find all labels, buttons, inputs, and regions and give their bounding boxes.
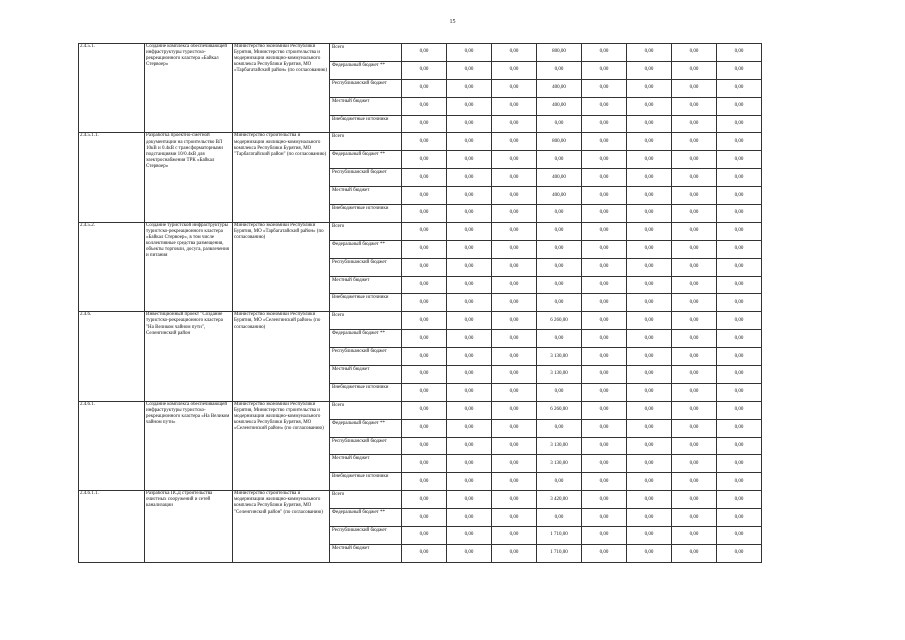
amount-cell: 0,00	[537, 205, 582, 223]
amount-cell: 0,00	[492, 133, 537, 151]
page-number: 15	[449, 19, 456, 25]
amount-cell: 0,00	[402, 366, 447, 384]
amount-cell: 0,00	[402, 383, 447, 401]
funding-source: Федеральный бюджет **	[330, 61, 402, 79]
amount-cell: 0,00	[672, 383, 717, 401]
funding-source: Всего	[330, 44, 402, 62]
amount-cell: 0,00	[672, 473, 717, 491]
amount-cell: 0,00	[582, 312, 627, 330]
amount-cell: 0,00	[402, 133, 447, 151]
amount-cell: 0,00	[672, 44, 717, 62]
amount-cell: 0,00	[492, 527, 537, 545]
amount-cell: 0,00	[717, 348, 762, 366]
amount-cell: 0,00	[582, 97, 627, 115]
amount-cell: 0,00	[627, 276, 672, 294]
amount-cell: 0,00	[447, 240, 492, 258]
amount-cell: 0,00	[537, 330, 582, 348]
amount-cell: 0,00	[627, 383, 672, 401]
amount-cell: 0,00	[582, 455, 627, 473]
amount-cell: 0,00	[582, 169, 627, 187]
amount-cell: 0,00	[492, 473, 537, 491]
amount-cell: 400,00	[537, 97, 582, 115]
item-code: 2.4.5.1.	[79, 44, 145, 133]
amount-cell: 0,00	[447, 222, 492, 240]
amount-cell: 0,00	[447, 44, 492, 62]
table-body	[79, 44, 762, 563]
amount-cell: 0,00	[447, 79, 492, 97]
amount-cell: 0,00	[492, 79, 537, 97]
amount-cell: 0,00	[447, 437, 492, 455]
funding-source: Всего	[330, 133, 402, 151]
amount-cell: 0,00	[672, 401, 717, 419]
amount-cell: 0,00	[582, 61, 627, 79]
funding-source: Всего	[330, 491, 402, 509]
amount-cell: 0,00	[402, 187, 447, 205]
amount-cell: 0,00	[402, 151, 447, 169]
amount-cell: 0,00	[582, 240, 627, 258]
item-code: 2.4.6.1.	[79, 401, 145, 490]
amount-cell: 0,00	[582, 276, 627, 294]
amount-cell: 0,00	[447, 312, 492, 330]
item-name: Создание комплекса обеспечивающей инфраструктуры туристско-рекреационного кластера «Байкал Стервоер»	[145, 44, 233, 133]
amount-cell: 0,00	[627, 330, 672, 348]
funding-source: Внебюджетные источники	[330, 205, 402, 223]
amount-cell: 0,00	[402, 115, 447, 133]
funding-source: Республиканский бюджет	[330, 437, 402, 455]
funding-source: Республиканский бюджет	[330, 258, 402, 276]
amount-cell: 0,00	[447, 169, 492, 187]
amount-cell: 800,00	[537, 44, 582, 62]
amount-cell: 0,00	[537, 61, 582, 79]
amount-cell: 1 710,00	[537, 544, 582, 562]
amount-cell: 0,00	[627, 44, 672, 62]
amount-cell: 0,00	[627, 151, 672, 169]
amount-cell: 0,00	[492, 312, 537, 330]
amount-cell: 0,00	[672, 491, 717, 509]
amount-cell: 0,00	[672, 437, 717, 455]
amount-cell: 0,00	[582, 258, 627, 276]
amount-cell: 0,00	[717, 276, 762, 294]
amount-cell: 0,00	[492, 294, 537, 312]
amount-cell: 0,00	[582, 544, 627, 562]
item-name: Разработка ПСД строительства очистных сооружений и сетей канализации	[145, 491, 233, 563]
amount-cell: 0,00	[672, 258, 717, 276]
amount-cell: 0,00	[627, 437, 672, 455]
amount-cell: 0,00	[582, 133, 627, 151]
amount-cell: 0,00	[447, 383, 492, 401]
amount-cell: 0,00	[402, 330, 447, 348]
funding-source: Федеральный бюджет **	[330, 240, 402, 258]
amount-cell: 0,00	[492, 383, 537, 401]
funding-source: Всего	[330, 222, 402, 240]
amount-cell: 0,00	[717, 97, 762, 115]
amount-cell: 3 130,00	[537, 437, 582, 455]
amount-cell: 400,00	[537, 187, 582, 205]
amount-cell: 0,00	[672, 527, 717, 545]
amount-cell: 0,00	[627, 187, 672, 205]
amount-cell: 0,00	[582, 294, 627, 312]
funding-source: Местный бюджет	[330, 366, 402, 384]
amount-cell: 0,00	[492, 509, 537, 527]
amount-cell: 0,00	[492, 544, 537, 562]
item-code: 2.4.6.	[79, 312, 145, 401]
amount-cell: 0,00	[402, 419, 447, 437]
amount-cell: 0,00	[402, 348, 447, 366]
amount-cell: 0,00	[492, 330, 537, 348]
funding-source: Федеральный бюджет **	[330, 330, 402, 348]
funding-source: Республиканский бюджет	[330, 348, 402, 366]
funding-source: Федеральный бюджет **	[330, 509, 402, 527]
amount-cell: 0,00	[717, 258, 762, 276]
amount-cell: 0,00	[672, 240, 717, 258]
amount-cell: 0,00	[717, 527, 762, 545]
amount-cell: 0,00	[447, 133, 492, 151]
amount-cell: 0,00	[447, 473, 492, 491]
amount-cell: 0,00	[537, 151, 582, 169]
amount-cell: 0,00	[672, 205, 717, 223]
amount-cell: 0,00	[492, 240, 537, 258]
amount-cell: 0,00	[627, 509, 672, 527]
amount-cell: 0,00	[402, 44, 447, 62]
item-executor: Министерство экономики Республики Бурятия, МО «Тарбагатайский район» (по согласованию)	[233, 222, 330, 311]
amount-cell: 0,00	[492, 455, 537, 473]
amount-cell: 0,00	[402, 79, 447, 97]
amount-cell: 0,00	[672, 348, 717, 366]
funding-source: Республиканский бюджет	[330, 169, 402, 187]
amount-cell: 0,00	[582, 348, 627, 366]
amount-cell: 0,00	[402, 276, 447, 294]
amount-cell: 0,00	[672, 222, 717, 240]
item-code: 2.4.5.1.1.	[79, 133, 145, 222]
amount-cell: 0,00	[402, 97, 447, 115]
amount-cell: 0,00	[627, 133, 672, 151]
amount-cell: 0,00	[447, 527, 492, 545]
amount-cell: 0,00	[447, 97, 492, 115]
item-code: 2.4.6.1.1.	[79, 491, 145, 563]
item-name: Создание комплекса обеспечивающей инфраструктуры туристско-рекреационного кластера «На Великом чайном пути»	[145, 401, 233, 490]
amount-cell: 400,00	[537, 79, 582, 97]
amount-cell: 0,00	[627, 348, 672, 366]
amount-cell: 0,00	[447, 294, 492, 312]
amount-cell: 0,00	[447, 61, 492, 79]
amount-cell: 400,00	[537, 169, 582, 187]
amount-cell: 0,00	[717, 222, 762, 240]
amount-cell: 0,00	[447, 509, 492, 527]
amount-cell: 0,00	[447, 419, 492, 437]
item-executor: Министерство строительства и модернизации жилищно-коммунального комплекса Республики Бурятия, МО "Селенгинский район" (по согласованию)	[233, 491, 330, 563]
amount-cell: 0,00	[717, 437, 762, 455]
amount-cell: 0,00	[492, 205, 537, 223]
amount-cell: 0,00	[582, 205, 627, 223]
funding-source: Внебюджетные источники	[330, 115, 402, 133]
amount-cell: 800,00	[537, 133, 582, 151]
amount-cell: 0,00	[537, 276, 582, 294]
amount-cell: 0,00	[627, 312, 672, 330]
amount-cell: 0,00	[717, 509, 762, 527]
amount-cell: 0,00	[582, 330, 627, 348]
amount-cell: 0,00	[492, 437, 537, 455]
amount-cell: 3 130,00	[537, 366, 582, 384]
amount-cell: 0,00	[492, 258, 537, 276]
funding-source: Федеральный бюджет **	[330, 419, 402, 437]
amount-cell: 0,00	[492, 169, 537, 187]
amount-cell: 0,00	[717, 401, 762, 419]
amount-cell: 0,00	[402, 509, 447, 527]
amount-cell: 0,00	[582, 151, 627, 169]
item-name: Разработка проектно-сметной документации на строительство ВЛ 10кВ и 0.4кВ с трансформаторными подстанциями 10/0.4кВ для электроснабжения ТРК «Байкал Стервоер»	[145, 133, 233, 222]
amount-cell: 1 710,00	[537, 527, 582, 545]
amount-cell: 0,00	[492, 222, 537, 240]
funding-source: Федеральный бюджет **	[330, 151, 402, 169]
amount-cell: 0,00	[627, 240, 672, 258]
amount-cell: 0,00	[537, 115, 582, 133]
amount-cell: 0,00	[672, 115, 717, 133]
table-row	[79, 133, 762, 151]
amount-cell: 0,00	[717, 187, 762, 205]
amount-cell: 0,00	[447, 187, 492, 205]
amount-cell: 0,00	[672, 97, 717, 115]
amount-cell: 0,00	[447, 258, 492, 276]
amount-cell: 0,00	[627, 419, 672, 437]
amount-cell: 0,00	[627, 61, 672, 79]
amount-cell: 0,00	[537, 258, 582, 276]
table-row	[79, 312, 762, 330]
amount-cell: 0,00	[627, 115, 672, 133]
amount-cell: 0,00	[402, 258, 447, 276]
amount-cell: 0,00	[627, 401, 672, 419]
budget-table	[78, 43, 762, 563]
amount-cell: 0,00	[447, 401, 492, 419]
amount-cell: 0,00	[717, 151, 762, 169]
amount-cell: 3 130,00	[537, 455, 582, 473]
amount-cell: 0,00	[402, 312, 447, 330]
amount-cell: 0,00	[537, 240, 582, 258]
table-row	[79, 222, 762, 240]
amount-cell: 0,00	[717, 169, 762, 187]
amount-cell: 0,00	[537, 419, 582, 437]
amount-cell: 0,00	[447, 276, 492, 294]
amount-cell: 0,00	[582, 187, 627, 205]
amount-cell: 0,00	[627, 258, 672, 276]
amount-cell: 0,00	[447, 455, 492, 473]
amount-cell: 0,00	[492, 187, 537, 205]
amount-cell: 0,00	[717, 491, 762, 509]
amount-cell: 0,00	[672, 366, 717, 384]
amount-cell: 0,00	[627, 491, 672, 509]
amount-cell: 0,00	[402, 205, 447, 223]
amount-cell: 0,00	[582, 44, 627, 62]
amount-cell: 0,00	[492, 419, 537, 437]
amount-cell: 0,00	[582, 509, 627, 527]
amount-cell: 0,00	[492, 366, 537, 384]
amount-cell: 0,00	[717, 79, 762, 97]
funding-source: Внебюджетные источники	[330, 383, 402, 401]
table-row	[79, 44, 762, 62]
amount-cell: 0,00	[672, 455, 717, 473]
funding-source: Местный бюджет	[330, 97, 402, 115]
amount-cell: 0,00	[582, 473, 627, 491]
table-row	[79, 491, 762, 509]
amount-cell: 0,00	[402, 401, 447, 419]
amount-cell: 0,00	[672, 133, 717, 151]
amount-cell: 0,00	[582, 491, 627, 509]
amount-cell: 0,00	[402, 222, 447, 240]
amount-cell: 0,00	[672, 61, 717, 79]
item-name: Инвестиционный проект "Создание туристско-рекреационного кластера "На Великом чайном пути", Селенгинский район	[145, 312, 233, 401]
amount-cell: 0,00	[717, 473, 762, 491]
amount-cell: 0,00	[672, 544, 717, 562]
amount-cell: 0,00	[492, 401, 537, 419]
amount-cell: 0,00	[627, 79, 672, 97]
funding-source: Внебюджетные источники	[330, 294, 402, 312]
amount-cell: 0,00	[627, 455, 672, 473]
funding-source: Всего	[330, 401, 402, 419]
amount-cell: 0,00	[717, 294, 762, 312]
amount-cell: 0,00	[537, 509, 582, 527]
funding-source: Местный бюджет	[330, 544, 402, 562]
amount-cell: 0,00	[717, 240, 762, 258]
amount-cell: 6 260,00	[537, 401, 582, 419]
amount-cell: 0,00	[627, 222, 672, 240]
amount-cell: 0,00	[402, 294, 447, 312]
amount-cell: 0,00	[447, 115, 492, 133]
amount-cell: 0,00	[402, 61, 447, 79]
amount-cell: 0,00	[582, 437, 627, 455]
amount-cell: 0,00	[582, 383, 627, 401]
amount-cell: 0,00	[717, 544, 762, 562]
funding-source: Республиканский бюджет	[330, 527, 402, 545]
amount-cell: 0,00	[627, 527, 672, 545]
amount-cell: 0,00	[492, 348, 537, 366]
funding-source: Республиканский бюджет	[330, 79, 402, 97]
amount-cell: 0,00	[447, 366, 492, 384]
amount-cell: 0,00	[492, 151, 537, 169]
amount-cell: 0,00	[582, 222, 627, 240]
amount-cell: 0,00	[717, 366, 762, 384]
funding-source: Местный бюджет	[330, 276, 402, 294]
amount-cell: 0,00	[627, 97, 672, 115]
amount-cell: 0,00	[717, 330, 762, 348]
amount-cell: 0,00	[672, 419, 717, 437]
amount-cell: 0,00	[582, 115, 627, 133]
amount-cell: 0,00	[672, 151, 717, 169]
amount-cell: 0,00	[402, 437, 447, 455]
amount-cell: 0,00	[447, 151, 492, 169]
amount-cell: 0,00	[582, 419, 627, 437]
amount-cell: 0,00	[672, 276, 717, 294]
amount-cell: 0,00	[492, 491, 537, 509]
item-executor: Министерство строительства и модернизации жилищно-коммунального комплекса Республики Бурятия, МО "Тарбагатайский район" (по согласованию)	[233, 133, 330, 222]
amount-cell: 0,00	[717, 115, 762, 133]
amount-cell: 0,00	[672, 79, 717, 97]
amount-cell: 0,00	[627, 294, 672, 312]
amount-cell: 0,00	[672, 312, 717, 330]
amount-cell: 0,00	[402, 473, 447, 491]
amount-cell: 0,00	[402, 544, 447, 562]
amount-cell: 0,00	[447, 491, 492, 509]
item-name: Создание туристской инфраструктуры туристско-рекреационного кластера «Байкал Стервоер», в том числе коллективные средства размещения, объекты торговли, досуга, развлечения и питания	[145, 222, 233, 311]
amount-cell: 0,00	[717, 455, 762, 473]
amount-cell: 0,00	[402, 169, 447, 187]
amount-cell: 0,00	[672, 169, 717, 187]
amount-cell: 0,00	[492, 61, 537, 79]
table-row	[79, 401, 762, 419]
item-executor: Министерство экономики Республики Бурятия, МО «Селенгинский район» (по согласованию)	[233, 312, 330, 401]
amount-cell: 0,00	[627, 544, 672, 562]
amount-cell: 0,00	[402, 527, 447, 545]
amount-cell: 0,00	[492, 44, 537, 62]
amount-cell: 0,00	[672, 187, 717, 205]
item-executor: Министерство экономики Республики Бурятия, Министерство строительства и модернизации жилищно-коммунального комплекса Республики Бурятия, МО «Селенгинский район» (по согласованию)	[233, 401, 330, 490]
item-code: 2.4.5.2.	[79, 222, 145, 311]
amount-cell: 3 420,00	[537, 491, 582, 509]
amount-cell: 0,00	[627, 205, 672, 223]
funding-source: Местный бюджет	[330, 187, 402, 205]
funding-source: Всего	[330, 312, 402, 330]
amount-cell: 0,00	[627, 473, 672, 491]
amount-cell: 0,00	[492, 276, 537, 294]
amount-cell: 0,00	[627, 366, 672, 384]
amount-cell: 0,00	[492, 97, 537, 115]
amount-cell: 0,00	[447, 330, 492, 348]
amount-cell: 0,00	[672, 509, 717, 527]
amount-cell: 0,00	[717, 44, 762, 62]
amount-cell: 0,00	[537, 473, 582, 491]
funding-source: Местный бюджет	[330, 455, 402, 473]
amount-cell: 0,00	[537, 383, 582, 401]
amount-cell: 0,00	[492, 115, 537, 133]
amount-cell: 0,00	[717, 205, 762, 223]
amount-cell: 0,00	[672, 330, 717, 348]
amount-cell: 0,00	[582, 527, 627, 545]
amount-cell: 0,00	[627, 169, 672, 187]
amount-cell: 0,00	[447, 348, 492, 366]
item-executor: Министерство экономики Республики Бурятия, Министерство строительства и модернизации жилищно-коммунального комплекса Республики Бурятия, МО «Тарбагатайский район» (по согласованию)	[233, 44, 330, 133]
amount-cell: 0,00	[717, 312, 762, 330]
amount-cell: 0,00	[402, 455, 447, 473]
amount-cell: 0,00	[447, 544, 492, 562]
amount-cell: 0,00	[582, 401, 627, 419]
funding-source: Внебюджетные источники	[330, 473, 402, 491]
amount-cell: 0,00	[582, 366, 627, 384]
amount-cell: 0,00	[447, 205, 492, 223]
amount-cell: 0,00	[717, 61, 762, 79]
amount-cell: 0,00	[537, 222, 582, 240]
amount-cell: 0,00	[537, 294, 582, 312]
amount-cell: 0,00	[717, 419, 762, 437]
amount-cell: 0,00	[402, 240, 447, 258]
amount-cell: 0,00	[717, 133, 762, 151]
amount-cell: 0,00	[402, 491, 447, 509]
amount-cell: 0,00	[672, 294, 717, 312]
amount-cell: 3 130,00	[537, 348, 582, 366]
amount-cell: 6 260,00	[537, 312, 582, 330]
amount-cell: 0,00	[582, 79, 627, 97]
amount-cell: 0,00	[717, 383, 762, 401]
